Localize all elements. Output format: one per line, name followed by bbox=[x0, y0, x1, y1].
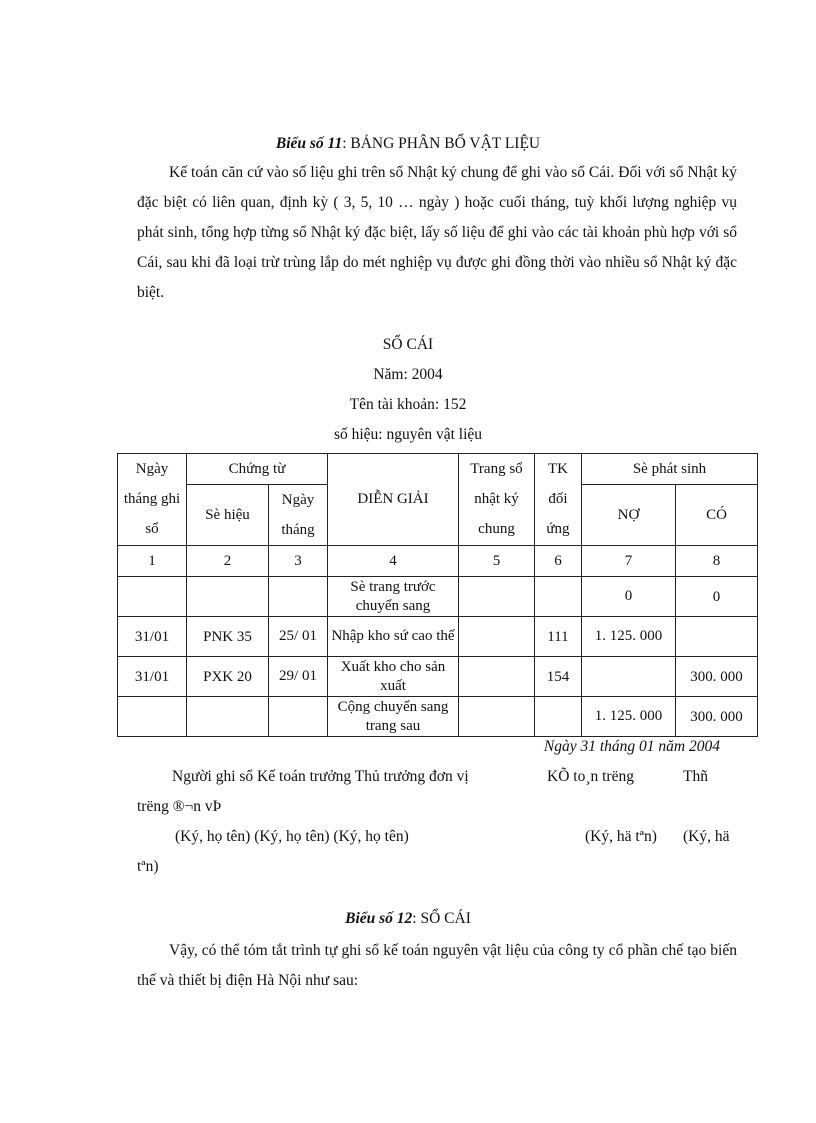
signature-notes: (Ký, họ tên) (Ký, họ tên) (Ký, họ tên) bbox=[175, 828, 409, 845]
table-row: 31/01 PNK 35 25/ 01 Nhập kho sứ cao thế 111 1. 125. 000 bbox=[118, 617, 758, 657]
signature-note-garbled-3: tªn) bbox=[137, 858, 159, 875]
signature-title-garbled-3: trëng ®¬n vÞ bbox=[137, 798, 222, 815]
heading-text: : BẢNG PHÂN BỔ VẬT LIỆU bbox=[342, 135, 541, 152]
ledger-year: Năm: 2004 bbox=[373, 366, 443, 383]
intro-paragraph: Kế toán căn cứ vào số liệu ghi trên sổ Nhật ký chung để ghi vào sổ Cái. Đối với sổ Nhật ký đặc biệt có liên quan, định kỳ ( 3, 5, 10 … ngày ) hoặc cuối tháng, tuỳ khối lượng nghiệp vụ phát sinh, tổng hợp từng sổ Nhật ký đặc biệt, lấy số liệu để ghi vào các tài khoản phù hợp với sổ Cái, sau khi đã loại trừ trùng lắp do mét nghiệp vụ được ghi đồng thời vào nhiều sổ Nhật ký đặc biệt. bbox=[137, 164, 737, 301]
header-voucher-no: Sè hiệu bbox=[187, 485, 269, 546]
ledger-title: SỔ CÁI bbox=[382, 336, 434, 353]
ledger-account-code: số hiệu: nguyên vật liệu bbox=[333, 426, 483, 443]
signature-title-garbled-2: Thñ bbox=[683, 768, 708, 785]
header-date-recorded: Ngày tháng ghi sổ bbox=[118, 454, 187, 546]
heading-bieu-so-11 bbox=[0, 135, 816, 153]
header-credit: CÓ bbox=[676, 485, 758, 546]
signature-note-garbled: (Ký, hä tªn) bbox=[585, 828, 657, 845]
heading-text: : SỔ CÁI bbox=[412, 910, 471, 927]
header-voucher: Chứng từ bbox=[187, 454, 328, 485]
table-row: 31/01 PXK 20 29/ 01 Xuất kho cho sản xuất 154 300. 000 bbox=[118, 657, 758, 697]
signature-title-garbled: KÕ to¸n trëng bbox=[547, 768, 634, 785]
header-amount: Sè phát sinh bbox=[582, 454, 758, 485]
header-journal-page: Trang sổ nhật ký chung bbox=[459, 454, 535, 546]
table-row: Sè trang trước chuyển sang 0 0 bbox=[118, 577, 758, 617]
heading-label: Biểu số 11 bbox=[275, 135, 343, 152]
header-contra-account: TK đối ứng bbox=[535, 454, 582, 546]
header-description: DIỄN GIẢI bbox=[328, 454, 459, 546]
ledger-table bbox=[117, 453, 758, 737]
summary-paragraph: Vậy, có thể tóm tắt trình tự ghi sổ kế toán nguyên vật liệu của công ty cổ phần chế tạo biến thế và thiết bị điện Hà Nội như sau: bbox=[137, 942, 737, 989]
table-row: Cộng chuyển sang trang sau 1. 125. 000 300. 000 bbox=[118, 697, 758, 737]
heading-label: Biểu số 12 bbox=[345, 910, 413, 927]
header-debit: NỢ bbox=[582, 485, 676, 546]
column-number-row: 1 2 3 4 5 6 7 8 bbox=[118, 546, 758, 577]
heading-bieu-so-12 bbox=[0, 910, 816, 928]
ledger-account-name: Tên tài khoản: 152 bbox=[349, 396, 467, 413]
header-voucher-date: Ngày tháng bbox=[269, 485, 328, 546]
signature-note-garbled-2: (Ký, hä bbox=[683, 828, 730, 845]
ledger-date-line: Ngày 31 tháng 01 năm 2004 bbox=[543, 738, 720, 755]
signature-titles: Người ghi sổ Kế toán trưởng Thủ trưởng đơn vị bbox=[172, 768, 469, 785]
